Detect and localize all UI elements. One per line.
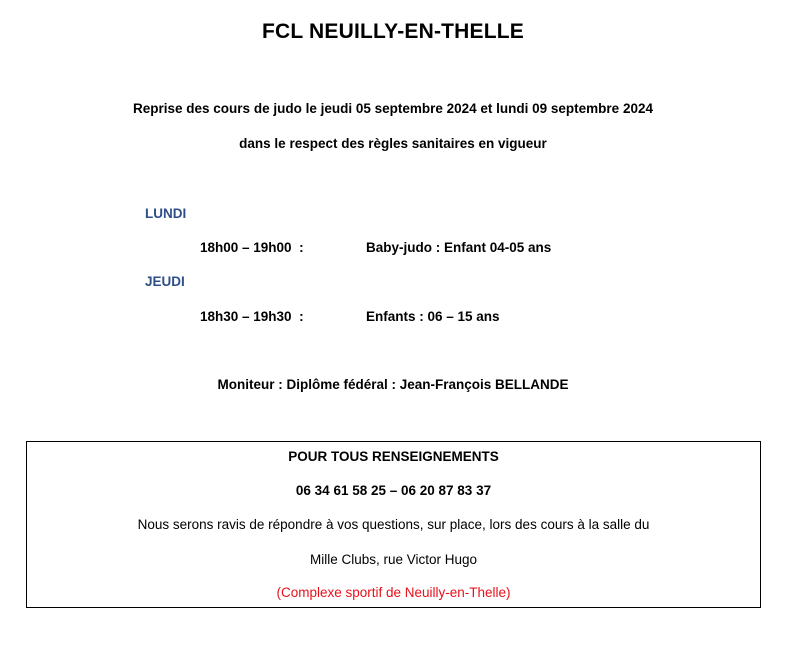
intro-line-1: Reprise des cours de judo le jeudi 05 septembre 2024 et lundi 09 septembre 2024 (133, 101, 653, 116)
phone-numbers: 06 34 61 58 25 – 06 20 87 83 37 (295, 483, 492, 498)
info-message-line-2: Mille Clubs, rue Victor Hugo (309, 552, 478, 567)
schedule-time-monday: 18h00 – 19h00 : (200, 240, 304, 255)
location-note: (Complexe sportif de Neuilly-en-Thelle) (276, 585, 511, 600)
intro-line-2: dans le respect des règles sanitaires en vigueur (239, 136, 547, 151)
info-message-line-1: Nous serons ravis de répondre à vos questions, sur place, lors des cours à la salle du (137, 517, 650, 532)
schedule-time-thursday: 18h30 – 19h30 : (200, 309, 304, 324)
instructor-line: Moniteur : Diplôme fédéral : Jean-François BELLANDE (217, 377, 569, 392)
schedule-desc-thursday: Enfants : 06 – 15 ans (366, 309, 500, 324)
info-box (26, 441, 761, 608)
page-title: FCL NEUILLY-EN-THELLE (261, 20, 525, 43)
schedule-day-monday: LUNDI (145, 206, 187, 221)
schedule-day-thursday: JEUDI (145, 274, 185, 289)
schedule-desc-monday: Baby-judo : Enfant 04-05 ans (366, 240, 552, 255)
info-heading: POUR TOUS RENSEIGNEMENTS (288, 449, 499, 464)
